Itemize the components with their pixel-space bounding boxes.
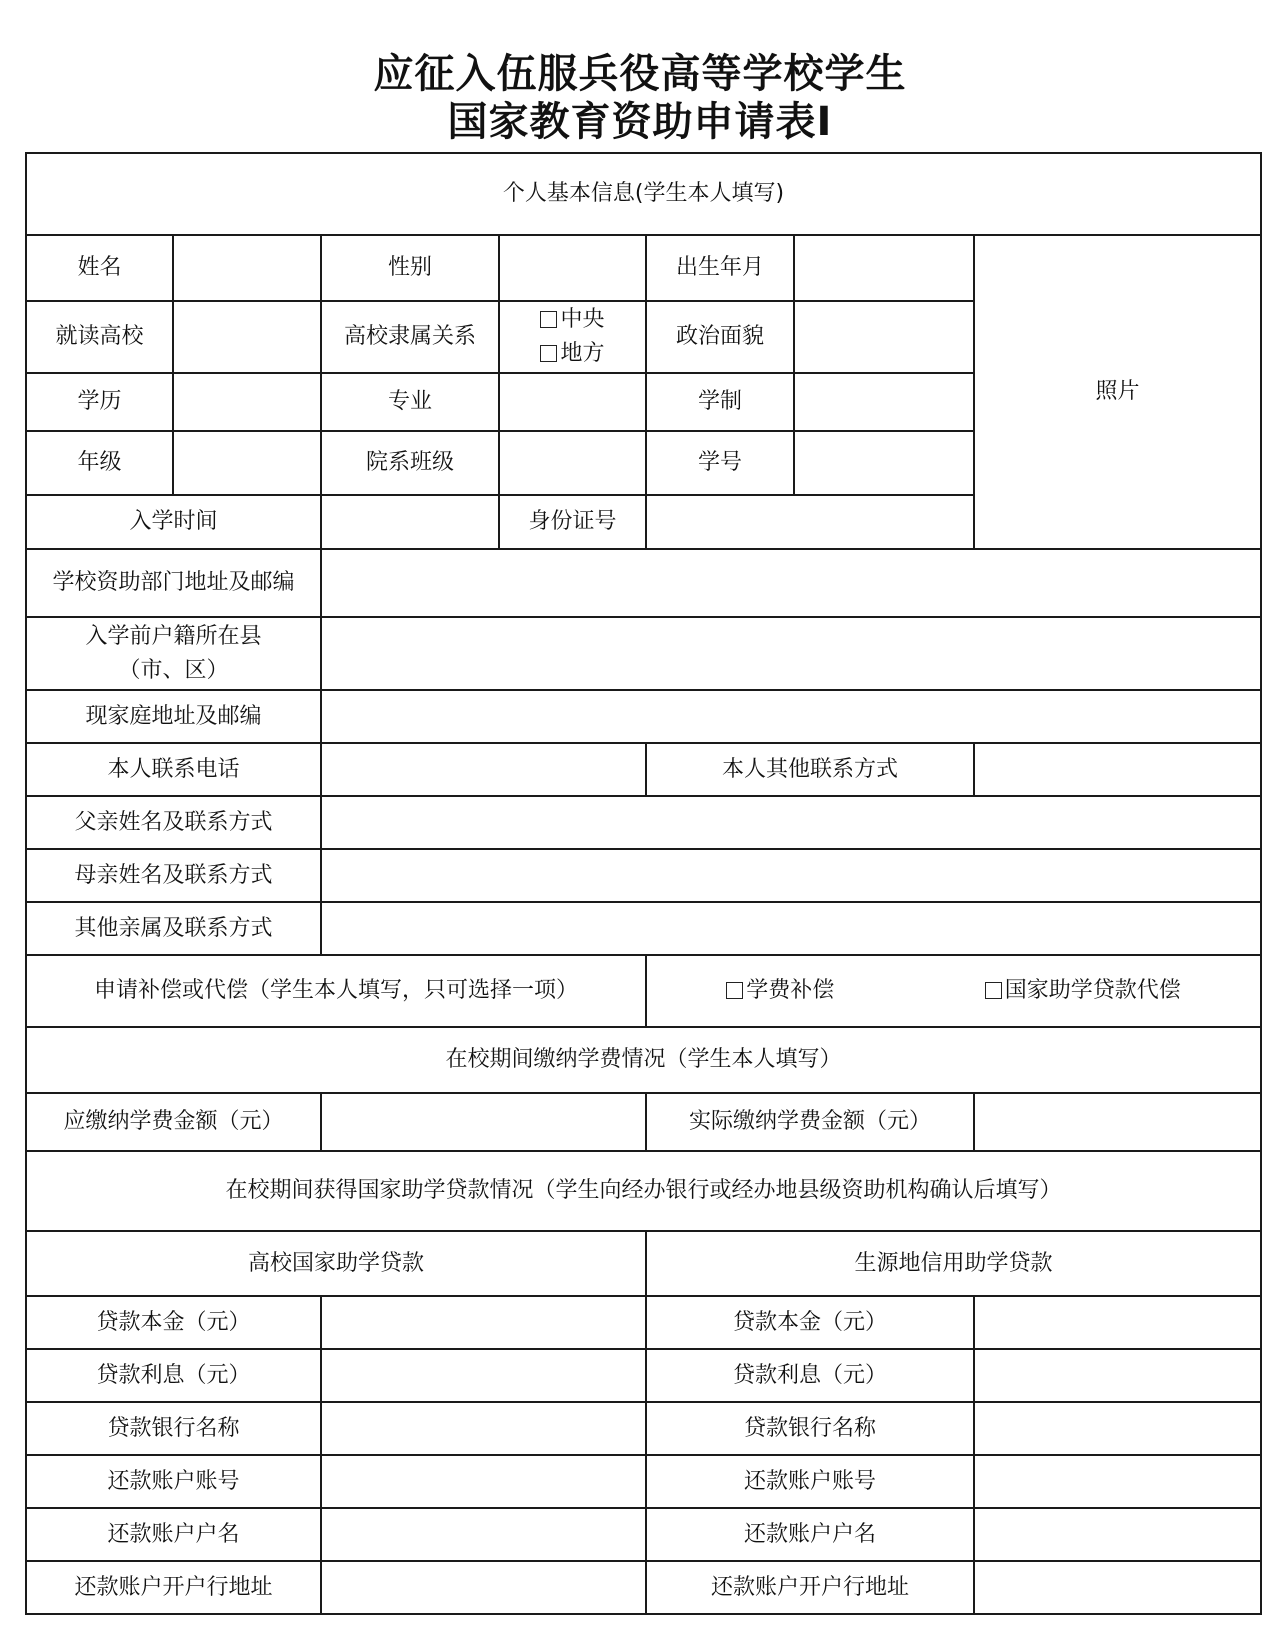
home-address-label: 现家庭地址及邮编 bbox=[26, 690, 321, 743]
application-form-table bbox=[25, 152, 1262, 1615]
campus-account-name-field[interactable] bbox=[321, 1508, 646, 1561]
id-card-field[interactable] bbox=[646, 495, 974, 549]
phone-field[interactable] bbox=[321, 743, 646, 796]
enroll-time-label: 入学时间 bbox=[26, 495, 321, 549]
relative-field[interactable] bbox=[321, 902, 1261, 955]
length-label: 学制 bbox=[646, 373, 794, 431]
origin-interest-label: 贷款利息（元） bbox=[646, 1349, 974, 1402]
relative-label: 其他亲属及联系方式 bbox=[26, 902, 321, 955]
length-field[interactable] bbox=[794, 373, 974, 431]
origin-bank-address-field[interactable] bbox=[974, 1561, 1261, 1614]
hukou-label-line1: 入学前户籍所在县 bbox=[85, 623, 262, 649]
campus-bank-field[interactable] bbox=[321, 1402, 646, 1455]
home-address-field[interactable] bbox=[321, 690, 1261, 743]
origin-account-name-label: 还款账户户名 bbox=[646, 1508, 974, 1561]
student-id-label: 学号 bbox=[646, 431, 794, 495]
affiliation-label: 高校隶属关系 bbox=[321, 301, 499, 373]
gender-field[interactable] bbox=[499, 235, 646, 301]
personal-info-header: 个人基本信息(学生本人填写) bbox=[26, 153, 1261, 235]
loan-header: 在校期间获得国家助学贷款情况（学生向经办银行或经办地县级资助机构确认后填写） bbox=[26, 1151, 1261, 1231]
school-label: 就读高校 bbox=[26, 301, 173, 373]
option-tuition-label: 学费补偿 bbox=[746, 978, 835, 1003]
form-title-line1: 应征入伍服兵役高等学校学生 bbox=[373, 51, 907, 97]
origin-account-no-label: 还款账户账号 bbox=[646, 1455, 974, 1508]
hukou-label bbox=[26, 617, 321, 690]
photo-box[interactable] bbox=[974, 235, 1261, 549]
affiliation-options bbox=[499, 301, 646, 373]
campus-principal-field[interactable] bbox=[321, 1296, 646, 1349]
other-contact-field[interactable] bbox=[974, 743, 1261, 796]
birth-field[interactable] bbox=[794, 235, 974, 301]
checkbox-icon[interactable] bbox=[726, 982, 743, 999]
dept-class-label: 院系班级 bbox=[321, 431, 499, 495]
aid-dept-field[interactable] bbox=[321, 549, 1261, 617]
school-field[interactable] bbox=[173, 301, 321, 373]
aid-dept-label: 学校资助部门地址及邮编 bbox=[26, 549, 321, 617]
origin-bank-address-label: 还款账户开户行地址 bbox=[646, 1561, 974, 1614]
affiliation-option-label: 地方 bbox=[560, 341, 605, 366]
student-id-field[interactable] bbox=[794, 431, 974, 495]
photo-label: 照片 bbox=[1095, 379, 1140, 404]
tuition-due-label: 应缴纳学费金额（元） bbox=[26, 1093, 321, 1151]
other-contact-label: 本人其他联系方式 bbox=[646, 743, 974, 796]
birth-label: 出生年月 bbox=[646, 235, 794, 301]
option-tuition-compensation[interactable] bbox=[726, 974, 834, 1008]
father-label: 父亲姓名及联系方式 bbox=[26, 796, 321, 849]
origin-account-name-field[interactable] bbox=[974, 1508, 1261, 1561]
campus-interest-label: 贷款利息（元） bbox=[26, 1349, 321, 1402]
checkbox-icon[interactable] bbox=[985, 982, 1002, 999]
dept-class-field[interactable] bbox=[499, 431, 646, 495]
campus-account-no-label: 还款账户账号 bbox=[26, 1455, 321, 1508]
gender-label: 性别 bbox=[321, 235, 499, 301]
id-card-label: 身份证号 bbox=[499, 495, 646, 549]
hukou-label-line2: （市、区） bbox=[118, 657, 229, 683]
form-title-line2: 国家教育资助申请表Ⅰ bbox=[447, 99, 833, 145]
affiliation-option-central[interactable] bbox=[504, 303, 641, 337]
tuition-due-field[interactable] bbox=[321, 1093, 646, 1151]
campus-interest-field[interactable] bbox=[321, 1349, 646, 1402]
compensation-options bbox=[646, 955, 1261, 1027]
campus-bank-address-label: 还款账户开户行地址 bbox=[26, 1561, 321, 1614]
origin-bank-label: 贷款银行名称 bbox=[646, 1402, 974, 1455]
campus-account-no-field[interactable] bbox=[321, 1455, 646, 1508]
campus-loan-header: 高校国家助学贷款 bbox=[26, 1231, 646, 1296]
origin-bank-field[interactable] bbox=[974, 1402, 1261, 1455]
option-loan-repayment[interactable] bbox=[985, 974, 1181, 1008]
affiliation-option-label: 中央 bbox=[560, 307, 605, 332]
father-field[interactable] bbox=[321, 796, 1261, 849]
mother-field[interactable] bbox=[321, 849, 1261, 902]
checkbox-icon[interactable] bbox=[540, 345, 557, 362]
tuition-header: 在校期间缴纳学费情况（学生本人填写） bbox=[26, 1027, 1261, 1093]
enroll-time-field[interactable] bbox=[321, 495, 499, 549]
origin-interest-field[interactable] bbox=[974, 1349, 1261, 1402]
major-label: 专业 bbox=[321, 373, 499, 431]
education-field[interactable] bbox=[173, 373, 321, 431]
affiliation-option-local[interactable] bbox=[504, 337, 641, 371]
origin-account-no-field[interactable] bbox=[974, 1455, 1261, 1508]
tuition-paid-field[interactable] bbox=[974, 1093, 1261, 1151]
option-loan-label: 国家助学贷款代偿 bbox=[1004, 978, 1181, 1003]
phone-label: 本人联系电话 bbox=[26, 743, 321, 796]
campus-principal-label: 贷款本金（元） bbox=[26, 1296, 321, 1349]
checkbox-icon[interactable] bbox=[540, 311, 557, 328]
name-field[interactable] bbox=[173, 235, 321, 301]
origin-loan-header: 生源地信用助学贷款 bbox=[646, 1231, 1261, 1296]
campus-account-name-label: 还款账户户名 bbox=[26, 1508, 321, 1561]
mother-label: 母亲姓名及联系方式 bbox=[26, 849, 321, 902]
grade-label: 年级 bbox=[26, 431, 173, 495]
campus-bank-label: 贷款银行名称 bbox=[26, 1402, 321, 1455]
origin-principal-field[interactable] bbox=[974, 1296, 1261, 1349]
tuition-paid-label: 实际缴纳学费金额（元） bbox=[646, 1093, 974, 1151]
grade-field[interactable] bbox=[173, 431, 321, 495]
name-label: 姓名 bbox=[26, 235, 173, 301]
compensation-label: 申请补偿或代偿（学生本人填写，只可选择一项） bbox=[26, 955, 646, 1027]
campus-bank-address-field[interactable] bbox=[321, 1561, 646, 1614]
political-field[interactable] bbox=[794, 301, 974, 373]
origin-principal-label: 贷款本金（元） bbox=[646, 1296, 974, 1349]
major-field[interactable] bbox=[499, 373, 646, 431]
hukou-field[interactable] bbox=[321, 617, 1261, 690]
education-label: 学历 bbox=[26, 373, 173, 431]
political-label: 政治面貌 bbox=[646, 301, 794, 373]
